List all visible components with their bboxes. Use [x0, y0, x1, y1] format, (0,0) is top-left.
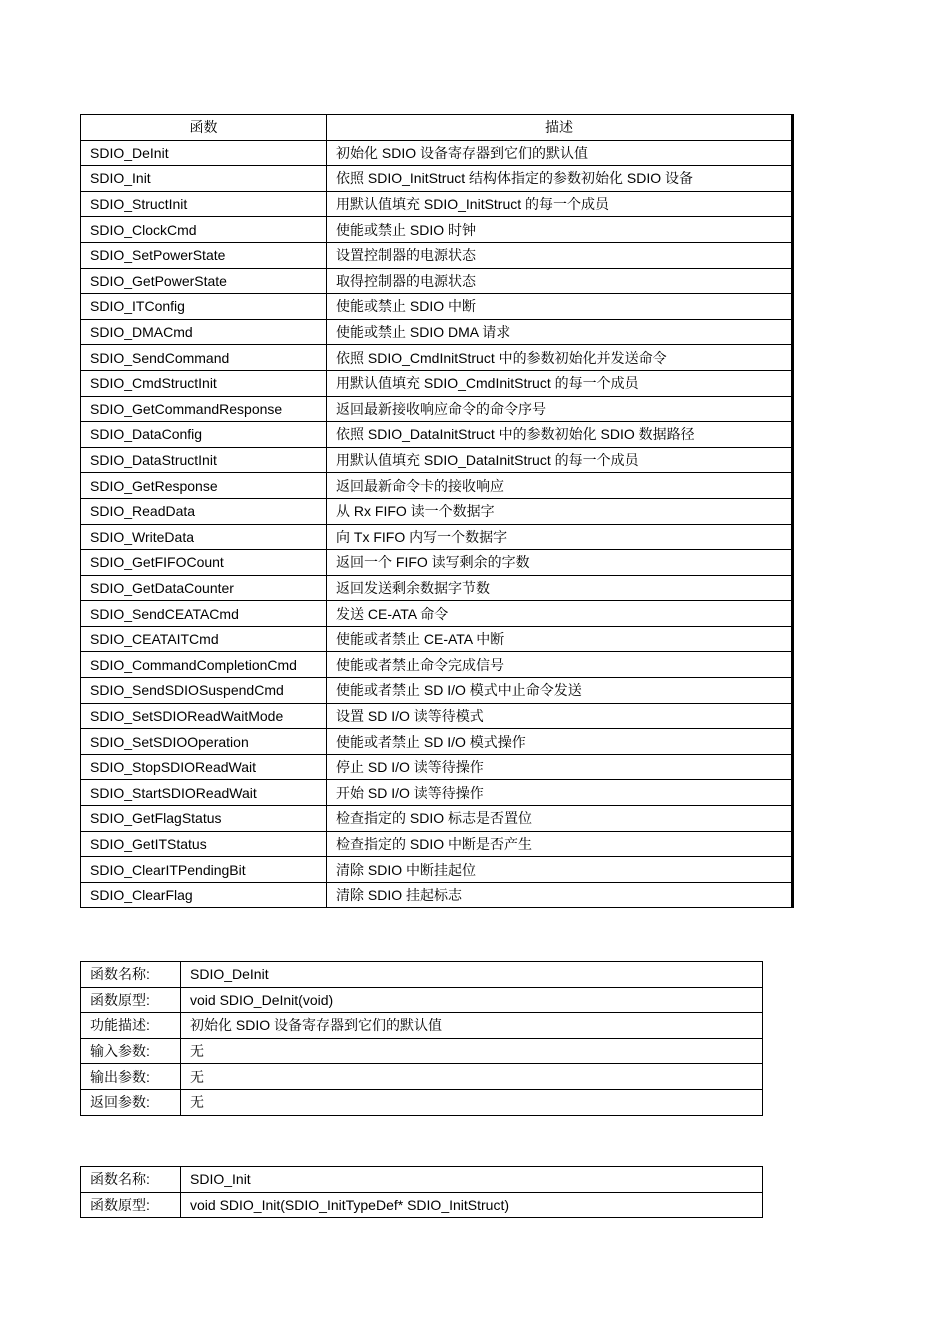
table-row	[81, 831, 793, 857]
table-row	[81, 550, 793, 576]
table-row	[81, 575, 793, 601]
cell-value: 发送 CE-ATA 命令	[327, 601, 793, 627]
cell-value: 返回一个 FIFO 读写剩余的字数	[327, 550, 793, 576]
cell-value: SDIO_Init	[181, 1167, 763, 1193]
cell-key: SDIO_DeInit	[81, 140, 327, 166]
cell-key: SDIO_Init	[81, 166, 327, 192]
cell-key: 输入参数:	[81, 1038, 181, 1064]
cell-value: 返回最新命令卡的接收响应	[327, 473, 793, 499]
cell-value: 依照 SDIO_DataInitStruct 中的参数初始化 SDIO 数据路径	[327, 422, 793, 448]
cell-value: 初始化 SDIO 设备寄存器到它们的默认值	[181, 1013, 763, 1039]
cell-key: 函数名称:	[81, 962, 181, 988]
cell-value: 使能或禁止 SDIO 时钟	[327, 217, 793, 243]
table-row	[81, 1089, 763, 1115]
cell-value: 用默认值填充 SDIO_DataInitStruct 的每一个成员	[327, 447, 793, 473]
cell-value: 开始 SD I/O 读等待操作	[327, 780, 793, 806]
header-function: 函数	[81, 115, 327, 141]
table-row	[81, 498, 793, 524]
cell-key: SDIO_SetPowerState	[81, 242, 327, 268]
cell-value: 使能或者禁止 SD I/O 模式中止命令发送	[327, 678, 793, 704]
table-row	[81, 652, 793, 678]
cell-key: SDIO_CEATAITCmd	[81, 626, 327, 652]
function-table-body	[81, 115, 793, 908]
cell-value: 使能或禁止 SDIO DMA 请求	[327, 319, 793, 345]
cell-key: SDIO_CommandCompletionCmd	[81, 652, 327, 678]
cell-key: SDIO_ClockCmd	[81, 217, 327, 243]
cell-value: 向 Tx FIFO 内写一个数据字	[327, 524, 793, 550]
cell-key: SDIO_SendSDIOSuspendCmd	[81, 678, 327, 704]
table-row	[81, 319, 793, 345]
table-row	[81, 1167, 763, 1193]
cell-key: SDIO_ITConfig	[81, 294, 327, 320]
cell-key: SDIO_SendCommand	[81, 345, 327, 371]
cell-value: 无	[181, 1064, 763, 1090]
cell-key: 函数原型:	[81, 987, 181, 1013]
cell-key: 函数原型:	[81, 1192, 181, 1218]
detail-table-body	[81, 1167, 763, 1218]
cell-value: void SDIO_Init(SDIO_InitTypeDef* SDIO_InitStruct)	[181, 1192, 763, 1218]
cell-key: SDIO_SetSDIOReadWaitMode	[81, 703, 327, 729]
table-row	[81, 447, 793, 473]
table-row	[81, 370, 793, 396]
table-row	[81, 626, 793, 652]
table-row	[81, 1013, 763, 1039]
cell-value: 无	[181, 1038, 763, 1064]
table-row	[81, 473, 793, 499]
table-row	[81, 1038, 763, 1064]
cell-value: 清除 SDIO 挂起标志	[327, 882, 793, 908]
table-row	[81, 294, 793, 320]
table-row	[81, 857, 793, 883]
cell-value: 无	[181, 1089, 763, 1115]
cell-value: 用默认值填充 SDIO_CmdInitStruct 的每一个成员	[327, 370, 793, 396]
cell-key: 函数名称:	[81, 1167, 181, 1193]
cell-value: 返回最新接收响应命令的命令序号	[327, 396, 793, 422]
table-row	[81, 242, 793, 268]
cell-value: 检查指定的 SDIO 中断是否产生	[327, 831, 793, 857]
cell-key: SDIO_SetSDIOOperation	[81, 729, 327, 755]
table-row	[81, 268, 793, 294]
table-header-row	[81, 115, 793, 141]
table-row	[81, 806, 793, 832]
cell-key: SDIO_GetResponse	[81, 473, 327, 499]
cell-value: 设置 SD I/O 读等待模式	[327, 703, 793, 729]
cell-value: 从 Rx FIFO 读一个数据字	[327, 498, 793, 524]
cell-value: 使能或者禁止 SD I/O 模式操作	[327, 729, 793, 755]
table-row	[81, 396, 793, 422]
cell-key: SDIO_StartSDIOReadWait	[81, 780, 327, 806]
table-row	[81, 601, 793, 627]
cell-key: SDIO_DataConfig	[81, 422, 327, 448]
cell-key: SDIO_GetFlagStatus	[81, 806, 327, 832]
header-description: 描述	[327, 115, 793, 141]
cell-value: 取得控制器的电源状态	[327, 268, 793, 294]
cell-key: SDIO_GetDataCounter	[81, 575, 327, 601]
detail-table-sdio-deinit	[80, 961, 763, 1116]
cell-key: SDIO_ClearITPendingBit	[81, 857, 327, 883]
cell-value: 用默认值填充 SDIO_InitStruct 的每一个成员	[327, 191, 793, 217]
cell-value: 初始化 SDIO 设备寄存器到它们的默认值	[327, 140, 793, 166]
detail-table-sdio-init	[80, 1166, 763, 1218]
cell-value: 依照 SDIO_InitStruct 结构体指定的参数初始化 SDIO 设备	[327, 166, 793, 192]
table-row	[81, 140, 793, 166]
cell-value: 使能或者禁止 CE-ATA 中断	[327, 626, 793, 652]
table-row	[81, 780, 793, 806]
cell-key: SDIO_SendCEATACmd	[81, 601, 327, 627]
cell-key: SDIO_GetPowerState	[81, 268, 327, 294]
table-row	[81, 217, 793, 243]
cell-key: SDIO_StructInit	[81, 191, 327, 217]
cell-key: SDIO_GetCommandResponse	[81, 396, 327, 422]
cell-value: 停止 SD I/O 读等待操作	[327, 754, 793, 780]
table-row	[81, 703, 793, 729]
table-row	[81, 987, 763, 1013]
cell-key: SDIO_CmdStructInit	[81, 370, 327, 396]
cell-key: SDIO_WriteData	[81, 524, 327, 550]
table-row	[81, 882, 793, 908]
table-row	[81, 962, 763, 988]
table-row	[81, 191, 793, 217]
table-row	[81, 166, 793, 192]
cell-value: 返回发送剩余数据字节数	[327, 575, 793, 601]
table-row	[81, 678, 793, 704]
function-table	[80, 114, 794, 908]
table-row	[81, 754, 793, 780]
cell-key: SDIO_DMACmd	[81, 319, 327, 345]
cell-value: 设置控制器的电源状态	[327, 242, 793, 268]
cell-key: SDIO_ClearFlag	[81, 882, 327, 908]
table-row	[81, 524, 793, 550]
cell-value: SDIO_DeInit	[181, 962, 763, 988]
cell-value: 使能或者禁止命令完成信号	[327, 652, 793, 678]
cell-key: SDIO_GetITStatus	[81, 831, 327, 857]
cell-key: SDIO_DataStructInit	[81, 447, 327, 473]
cell-value: void SDIO_DeInit(void)	[181, 987, 763, 1013]
detail-table-body	[81, 962, 763, 1116]
cell-key: 返回参数:	[81, 1089, 181, 1115]
cell-key: 输出参数:	[81, 1064, 181, 1090]
cell-key: SDIO_ReadData	[81, 498, 327, 524]
cell-value: 使能或禁止 SDIO 中断	[327, 294, 793, 320]
table-row	[81, 1064, 763, 1090]
cell-key: 功能描述:	[81, 1013, 181, 1039]
cell-key: SDIO_StopSDIOReadWait	[81, 754, 327, 780]
cell-value: 检查指定的 SDIO 标志是否置位	[327, 806, 793, 832]
table-row	[81, 729, 793, 755]
table-row	[81, 1192, 763, 1218]
table-row	[81, 345, 793, 371]
cell-value: 清除 SDIO 中断挂起位	[327, 857, 793, 883]
cell-value: 依照 SDIO_CmdInitStruct 中的参数初始化并发送命令	[327, 345, 793, 371]
cell-key: SDIO_GetFIFOCount	[81, 550, 327, 576]
table-row	[81, 422, 793, 448]
